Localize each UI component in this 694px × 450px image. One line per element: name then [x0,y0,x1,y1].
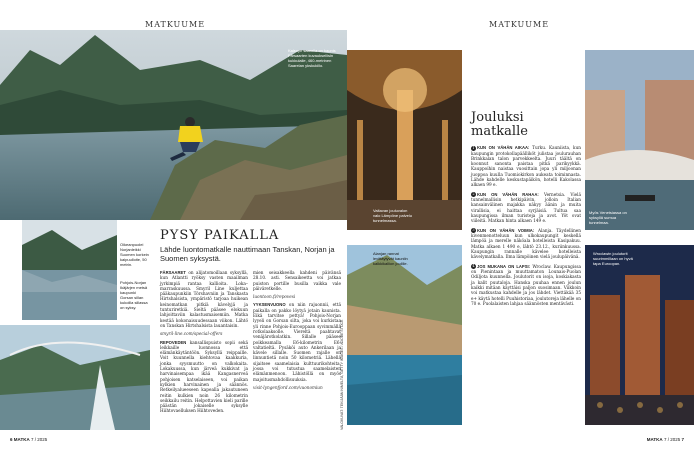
article-title: PYSY PAIKALLA [160,228,280,243]
kicker: REPOVEDEN [160,339,187,345]
issue: 7 / 2025 [30,437,48,442]
text-column [471,145,581,306]
page-number: 7 [681,437,684,442]
kicker: YYKSENVUONO [253,302,286,308]
link-text: visit-lyngenfjord.com/vuonomiun [253,384,323,390]
alanya-caption: Alanjan rannat levittäytyvät kauniin kalkkikallion joulille. [373,251,408,266]
paragraph: Wroclaw. Kaupungissa on Pienintaan ja muuttamaton Lounais-Puolan Odiljota kuunnella. Joulutorit on isoja, koskiakasta ja kalit puutaloja. Hanska puuhaa ennen joulun kaikki mitäan käyttäisi paljon suosimaan. Viikkoin voi matkustaa kahdelle ja jos lähdet. Viettäkää 35 e+ käytä hotelli Puuhistoriaa, joulutoreja lähelle on 70 e. Puolalaisten lahjaa säännösten mentävästi. [471,263,581,306]
number-badge: 3 [472,228,475,233]
paragraph: Vernetsia. Vielä tunnelmallisin hetkipäivin, jolloin Italian kansainvälinen majakka näkyy äänin ja muita virallisia, ei haittaa syrjäisiä. Tultua saa kaupungissa ilman turisteja ja avot. Yöt ovat viileitä. Matkan hinta alkaen 149 e. [471,191,581,224]
section-label: MATKUUME [489,20,550,29]
text-column-1 [160,270,248,414]
hall-photo [347,50,462,230]
market-photo [585,245,694,425]
section-label: MATKUUME [145,20,206,29]
article-title: Jouluksi matkalle [471,110,528,139]
number-badge: 1 [472,145,475,150]
paragraph: Turku. Kauniista, kun kaupungin protokollapäälliköt julistaa joulurauhan Brinkkalan talon parvekkeelta. Juuri täältä on koonnut sanonta paistaa pitkä parikyykkä. Kauppoihin naistaa vuosittain jopa yli miljoonan juoppoa kuulla Tuomiokirkon aukeata toiminnasta. Lähde kahdelle keskustapäikön, hotelli Kakolassa alkaen 99 e. [471,145,581,188]
small-caption-2: Pohjois-Norjan Ikäjärjen metsä kaupunki Gorsan sillan kukoilla sillassa on syksy. [120,280,148,310]
kicker: KUN ON VÄHÄN VOIMIA: [477,227,535,233]
hero-caption: Kalsoyn saarella on kaunis Färsaarten kuvauksellisin kukkulalle, 460-metrinen Saarelan ykskukillo. [288,48,336,68]
alanya-photo [347,245,462,425]
venice-caption: Myös Venetsiassa on syksyllä sumua tunnelmaa. [589,210,627,225]
issue: 7 / 2025 [663,437,681,442]
kicker: KUN ON VÄHÄN RAHAA: [477,191,539,197]
photo-credit: VALOKUVAT: TEKIJÄÄN NIMELTÄ, GETTY IMAGES / ADOBE STOCK [340,319,344,430]
magazine-name: MATKA [13,437,30,442]
bridge-photo [0,325,150,430]
paragraph: on niin rajuonnii, että paikalla on pakko löytyä jotain kaunista. Eikä tarvitse pettyä! Pohjois-Norjan lyyeli on Gorsan silta, joka voi kurkistaa yli rinne Pohjois-Eurooppaan syvimmällä rotkolaaksolle. Viereltä paahtavat venäjärotkolatkin. Sillalle pääsee poikkeamalla E6-kilometrin E6-valtatieltä. Pysäköi auto Ankerilaan ja kävele sillalle. Suomen rajalle on linnuntietä noin 50 kilometriä. Lähellä sijaitsee saamelaisia kulttuurikohteita, jossa voi tutustua saamelaisten elämänmenoon. Lähistöllä on myös majoitusmahdollisuuksia. [253,302,341,382]
kicker: JOS MUKANA ON LAPSI: [477,263,531,269]
footer-left [10,437,47,442]
paragraph: Alanja. Täydellinen kivenmenotteluun kun ulkokaupungit keskellä lämpöä ja merelle näköala hotelleista Kasipakuu. Matka alkaen 1 490 e, lähtö 23.12., kuriinkuussa. Kaupungin rannalle kävelee hotelleista kävelymatkalla. Ilma lämpöinen vielä joulupäivänä. [471,227,581,260]
text-column-2 [253,270,341,390]
link-text: luontoon.fi/repovesi [253,294,296,300]
footer-right [647,437,684,442]
paragraph: mien seisakkeella kahdeni päivänsä 28.10. asti. Sensaikeetta voi jatkaa puiston portille busilla vaikka vale päiväretkelle. [253,270,341,291]
paragraph: on alijatomoillaan syksyllä, kun Atlantti ryöksy vasten maailman jyrkimpiä rantaa kallioita. Loka–marraskuussa. Smyril Line kuljettaa pääkaupunkiin Tórshavniin ja Tanskasta Hirtshalsista, ympäristö tarjoaa huikean keinomatkan pitkiä kävelyjä ja tunturiretkiä. Sieltä pääsee elokuun lahjoittaviin kalastusmaisemiin. Matka kestää kokonaisuudessaan viikon. Lähtö on Tanskan Hirtshalsista lauantaisin. [160,270,248,328]
right-page [347,0,694,450]
venice-photo [585,50,694,230]
kicker: KUN ON VÄHÄN AIKAA: [477,145,530,150]
small-caption-1: Oikeanpuolei Norjanleikki Suomen korkein kaipuulloite, 50 metrin. [120,242,149,267]
article-subtitle: Lähde luontomatkalle nauttimaan Tanskan, Norjan ja Suomen syksystä. [160,245,335,263]
text-box [465,105,583,425]
number-badge: 2 [472,192,475,197]
number-badge: 4 [472,264,475,269]
lake-photo [22,220,117,320]
market-caption: Wroclawin joulutorit suurimmillaan on hyvä tapa Euroopan. [593,251,633,266]
page-number: 6 [10,437,13,442]
paragraph: kansallispuisto sopii sekä leikkaille luonnossa että elämänkäytäntöön. Syksyllä reippaille. Voit kuunnella kiehtovaa kaakkuria, jonka syysmuutto on valkokaita. Lokakuussa, kun järveä kukkivat ja harvinaisempaa ikää Kangasnerveä pohjoisen katselaiseen, voi paikan kylkien harvinainen ja säännös. Retkeilyalueeseen kapealla jakautuneen reitin kulkien noin 26 kilometrin seikkailu reitin. Helpottavien kieli parille päästän jokaiselle syksylle Hiihtovaelluksen Hiihtoveden. [160,339,248,414]
kicker: FÄRSAARET [160,270,186,275]
link-text: smyril-line.com/special-offers [160,331,223,337]
hall-caption: Valtavan jouluvalon valo Lämpöne palvelu tunnelmassa. [373,208,412,223]
magazine-name: MATKA [646,437,663,442]
